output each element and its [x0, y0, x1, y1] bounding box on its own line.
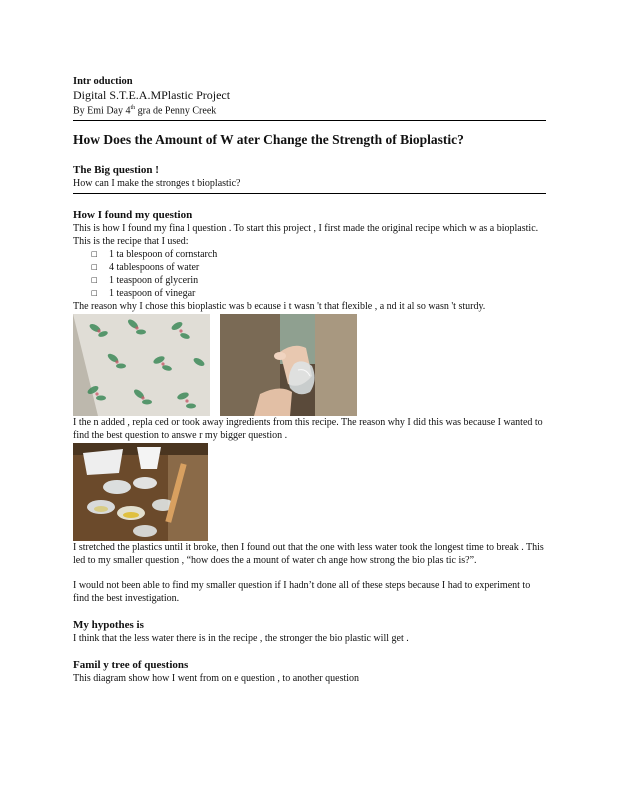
byline-grade-school: gra de Penny Creek — [135, 105, 217, 117]
found-heading: How I found my question — [73, 209, 193, 222]
checkbox-bullet-icon: □ — [91, 263, 98, 272]
checkbox-bullet-icon: □ — [91, 289, 98, 298]
ingredients-paragraph: I the n added , repla ced or took away ingredients from this recipe. The reason why I did this was because I wanted to find the best question to answe r my bigger question . — [73, 417, 543, 442]
hypothesis-text: I think that the less water there is in the recipe , the stronger the bio plastic will get . — [73, 633, 409, 645]
tablecloth-photo — [73, 314, 210, 416]
ingredient-text: 1 teaspoon of vinegar — [109, 288, 196, 300]
bioplastic-hand-photo — [220, 314, 357, 416]
family-tree-heading: Famil y tree of questions — [73, 659, 189, 672]
reason-paragraph: The reason why I chose this bioplastic was b ecause i t wasn 't that flexible , a nd it al so wasn 't sturdy. — [73, 301, 486, 313]
recipe-intro: This is the recipe that I used: — [73, 236, 189, 248]
ingredient-text: 4 tablespoons of water — [109, 262, 200, 274]
cups-photo — [73, 443, 208, 541]
steps-paragraph: I would not been able to find my smaller question if I hadn’t done all of these steps because I had to experiment to find the best investigation. — [73, 580, 531, 605]
hypothesis-heading: My hypothes is — [73, 619, 144, 632]
found-paragraph-1: This is how I found my fina l question . To start this project , I first made the original recipe which w as a bioplastic. — [73, 223, 539, 235]
divider-1 — [73, 120, 546, 121]
photo-row-2 — [73, 443, 546, 541]
list-item — [91, 287, 546, 300]
checkbox-bullet-icon: □ — [91, 276, 98, 285]
cups-photo-image — [73, 443, 208, 541]
list-item — [91, 248, 546, 261]
bioplastic-hand-photo-image — [220, 314, 357, 416]
list-item — [91, 274, 546, 287]
ingredient-text: 1 teaspoon of glycerin — [109, 275, 199, 287]
document-page — [73, 72, 546, 685]
big-question-heading: The Big question ! — [73, 164, 159, 177]
photo-row-1 — [73, 314, 546, 416]
byline-name: By Emi Day 4 — [73, 105, 131, 117]
byline — [73, 102, 546, 117]
divider-2 — [73, 193, 546, 194]
main-question-heading: How Does the Amount of W ater Change the Strength of Bioplastic? — [73, 132, 464, 148]
checkbox-bullet-icon: □ — [91, 250, 98, 259]
list-item — [91, 261, 546, 274]
ingredient-list — [73, 248, 546, 300]
tablecloth-photo-image — [73, 314, 210, 416]
family-tree-text: This diagram show how I went from on e question , to another question — [73, 673, 360, 685]
big-question-text: How can I make the stronges t bioplastic? — [73, 178, 241, 190]
ingredient-text: 1 ta blespoon of cornstarch — [109, 249, 218, 261]
byline-sup: th — [130, 105, 136, 111]
results-paragraph: I stretched the plastics until it broke, then I found out that the one with less water took the longest time to break . This led to my smaller question , “how does the a mount of water ch ange how strong the bio plas tic is?”. — [73, 542, 544, 567]
intro-heading: Intr oduction — [73, 76, 133, 87]
project-title: Digital S.T.E.A.MPlastic Project — [73, 88, 231, 102]
